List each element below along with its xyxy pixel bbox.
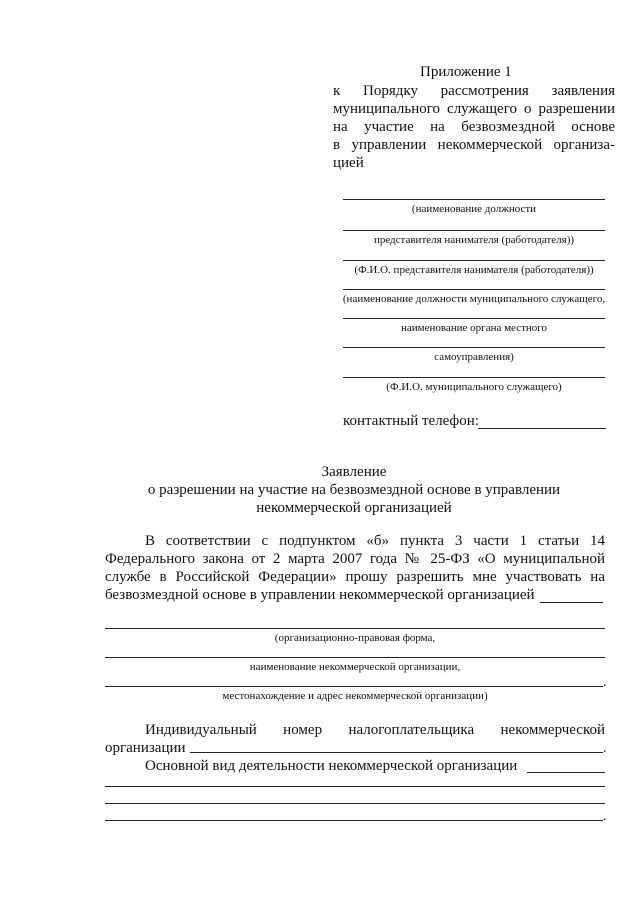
organization-name-field[interactable] <box>540 602 603 603</box>
addressee-caption-employer-name: (Ф.И.О. представителя нанимателя (работодателя)) <box>354 264 594 276</box>
body-line-4: безвозмездной основе в управлении некоммерческой организацией <box>105 587 535 603</box>
addressee-line-1[interactable] <box>343 199 605 200</box>
org-caption-address: местонахождение и адрес некоммерческой организации) <box>222 690 488 702</box>
activity-line-3[interactable] <box>105 820 603 821</box>
inn-line-1: Индивидуальный номер налогоплательщика некоммерческой <box>145 722 605 738</box>
addressee-line-4[interactable] <box>343 289 605 290</box>
addressee-caption-employer: представителя нанимателя (работодателя)) <box>373 234 575 246</box>
inn-field[interactable] <box>190 752 603 753</box>
phone-label: контактный телефон: <box>343 413 479 429</box>
activity-line-period: . <box>603 809 607 824</box>
inn-line-2: организации <box>105 740 186 756</box>
document-title: Заявление <box>321 464 387 480</box>
body-line-3: службе в Российской Федерации» прошу разрешить мне участвовать на <box>105 569 605 585</box>
org-line-3-period: . <box>603 675 607 690</box>
addressee-caption-servant-name: (Ф.И.О. муниципального служащего) <box>386 381 562 393</box>
activity-field-inline[interactable] <box>527 772 605 773</box>
appendix-line-2: муниципального служащего о разрешении <box>333 101 615 117</box>
body-line-1: В соответствии с подпунктом «б» пункта 3 части 1 статьи 14 <box>145 533 605 549</box>
appendix-line-4: в управлении некоммерческой организа- <box>333 137 615 153</box>
addressee-caption-position: (наименование должности <box>411 203 537 215</box>
appendix-line-1: к Порядку рассмотрения заявления <box>333 83 615 99</box>
addressee-line-3[interactable] <box>343 260 605 261</box>
phone-field[interactable] <box>478 428 606 429</box>
body-line-2: Федерального закона от 2 марта 2007 года № 25-ФЗ «О муниципальной <box>105 551 605 567</box>
addressee-caption-self-government: самоуправления) <box>434 351 514 363</box>
document-subtitle-2: некоммерческой организацией <box>256 500 452 516</box>
activity-line-1[interactable] <box>105 786 605 787</box>
org-line-2[interactable] <box>105 657 605 658</box>
org-caption-legal-form: (организационно-правовая форма, <box>274 632 436 644</box>
activity-label: Основной вид деятельности некоммерческой организации <box>145 758 518 774</box>
appendix-title: Приложение 1 <box>420 64 512 80</box>
addressee-caption-servant-position: (наименование должности муниципального служащего, <box>342 293 606 305</box>
org-line-3[interactable] <box>105 686 603 687</box>
org-caption-name: наименование некоммерческой организации, <box>249 661 461 673</box>
addressee-line-2[interactable] <box>343 230 605 231</box>
appendix-line-5: цией <box>333 155 364 171</box>
addressee-line-7[interactable] <box>343 377 605 378</box>
inn-line-period: . <box>603 741 607 756</box>
appendix-line-3: на участие на безвозмездной основе <box>333 119 615 135</box>
org-line-1[interactable] <box>105 628 605 629</box>
activity-line-2[interactable] <box>105 803 605 804</box>
addressee-line-6[interactable] <box>343 347 605 348</box>
addressee-caption-body: наименование органа местного <box>400 322 548 334</box>
document-subtitle-1: о разрешении на участие на безвозмездной основе в управлении <box>147 482 561 498</box>
addressee-line-5[interactable] <box>343 318 605 319</box>
